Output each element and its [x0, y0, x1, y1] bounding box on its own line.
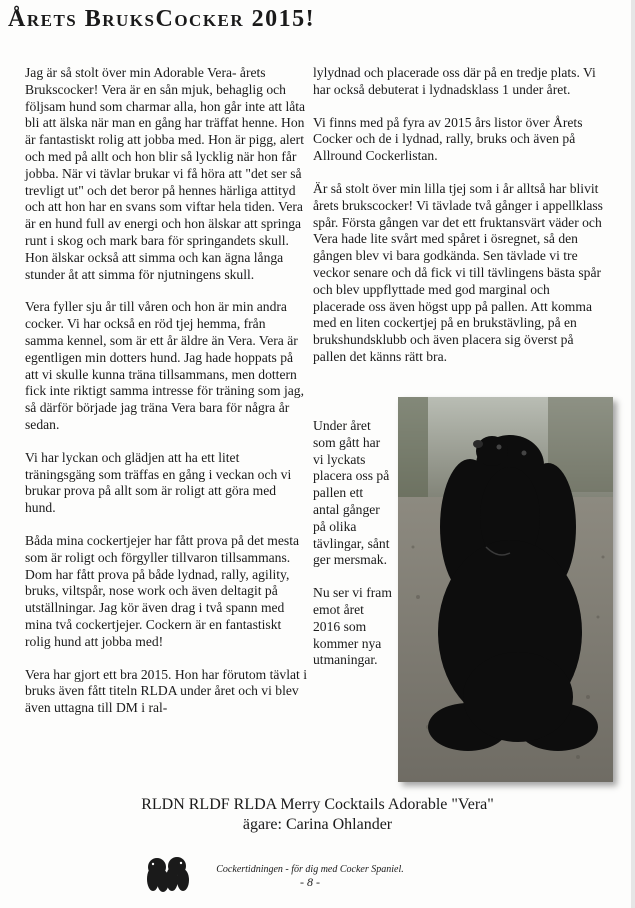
paragraph: Båda mina cockertjejer har fått prova på det mesta som är roligt och förgyller tillvaron tillsammans. Dom har fått prova på både lydnad, rally, agility, bruks, viltspår, nose work och även deltagit på utställningar. Jag kör även drag i två spann med mina två cockertjejer. Cockern är en fantastiskt rolig hund att jobba med!	[25, 532, 300, 649]
paragraph: Vera har gjort ett bra 2015. Hon har förutom tävlat i bruks även fått titeln RLDA under året och vi blev även uttagna till DM i ral-	[25, 666, 307, 716]
paragraph: Är så stolt över min lilla tjej som i år alltså har blivit årets brukscocker! Vi tävlade två gånger i appellklass spår. Första gången var det ett fruktansvärt väder och Vera hade lite svårt med spåret i ösregnet, så den gången blev vi bara godkända. Sen tävlade vi tre veckor senare och då fick vi till tävlingens bästa spår och blev uppflyttade med god marginal och placerade oss även högst upp på pallen. Att komma med en liten cockertjej på en brukstävling, på en brukshundsklubb och även placera sig överst på pallen det känns rätt bra.	[313, 180, 603, 364]
magazine-name: Cockertidningen - för dig med Cocker Spaniel.	[216, 864, 404, 875]
paragraph: Vi har lyckan och glädjen att ha ett litet träningsgäng som träffas en gång i veckan och vi brukar prova på allt som är roligt att göra med hund.	[25, 449, 292, 516]
narrow-column	[313, 418, 393, 685]
footer	[205, 863, 415, 889]
paragraph: lylydnad och placerade oss där på en tredje plats. Vi har också debuterat i lydnadsklass 1 under året.	[313, 65, 596, 97]
article-title: Årets BruksCocker 2015!	[8, 6, 316, 32]
page-edge	[631, 0, 635, 908]
paragraph: Vi finns med på fyra av 2015 års listor över Årets Cocker och de i lydnad, rally, bruks och även på Allround Cockerlistan.	[313, 114, 583, 164]
left-column	[25, 65, 307, 733]
paragraph: Under året som gått har vi lyckats placera oss på pallen ett antal gånger på olika tävlingar, sånt ger mersmak.	[313, 418, 390, 568]
paragraph: Nu ser vi fram emot året 2016 som kommer nya utmaningar.	[313, 585, 392, 668]
photo-caption-owner: ägare: Carina Ohlander	[242, 816, 393, 833]
paragraph: Jag är så stolt över min Adorable Vera- årets Brukscocker! Vera är en sån mjuk, behaglig och följsam hund som charmar alla, hon går inte att låta bli att älska när man en gång har träffat henne. Hon är fantastiskt rolig att jobba med. Hon är pigg, alert och med på allt och hon blir så lycklig när hon får jobba. När vi tävlar brukar vi få höra att "det ser så trevligt ut" och det beror på hennes härliga attityd och att hon har en svans som viftar hela tiden. Vera är en hund full av energi och hon älskar att springa runt i skog och mark bara för springandets skull. Hon älskar också att simma och kan ägna långa stunder åt att simma för njutningens skull.	[25, 65, 306, 282]
paragraph: Vera fyller sju år till våren och hon är min andra cocker. Vi har också en röd tjej hemma, från samma kennel, som är ett år äldre än Vera. Vera är egentligen min dotters hund. Jag hade hoppats på att vi skulle kunna träna tillsammans, men dottern fick inte riktigt samma intresse för träning som jag, så därför började jag träna Vera bara för några år sedan.	[25, 299, 304, 432]
right-column	[313, 65, 603, 382]
cocker-logo-icon	[143, 853, 191, 893]
dog-photo	[398, 397, 613, 782]
page-number: - 8 -	[300, 875, 320, 889]
photo-caption-title: RLDN RLDF RLDA Merry Cocktails Adorable "Vera"	[141, 796, 494, 813]
